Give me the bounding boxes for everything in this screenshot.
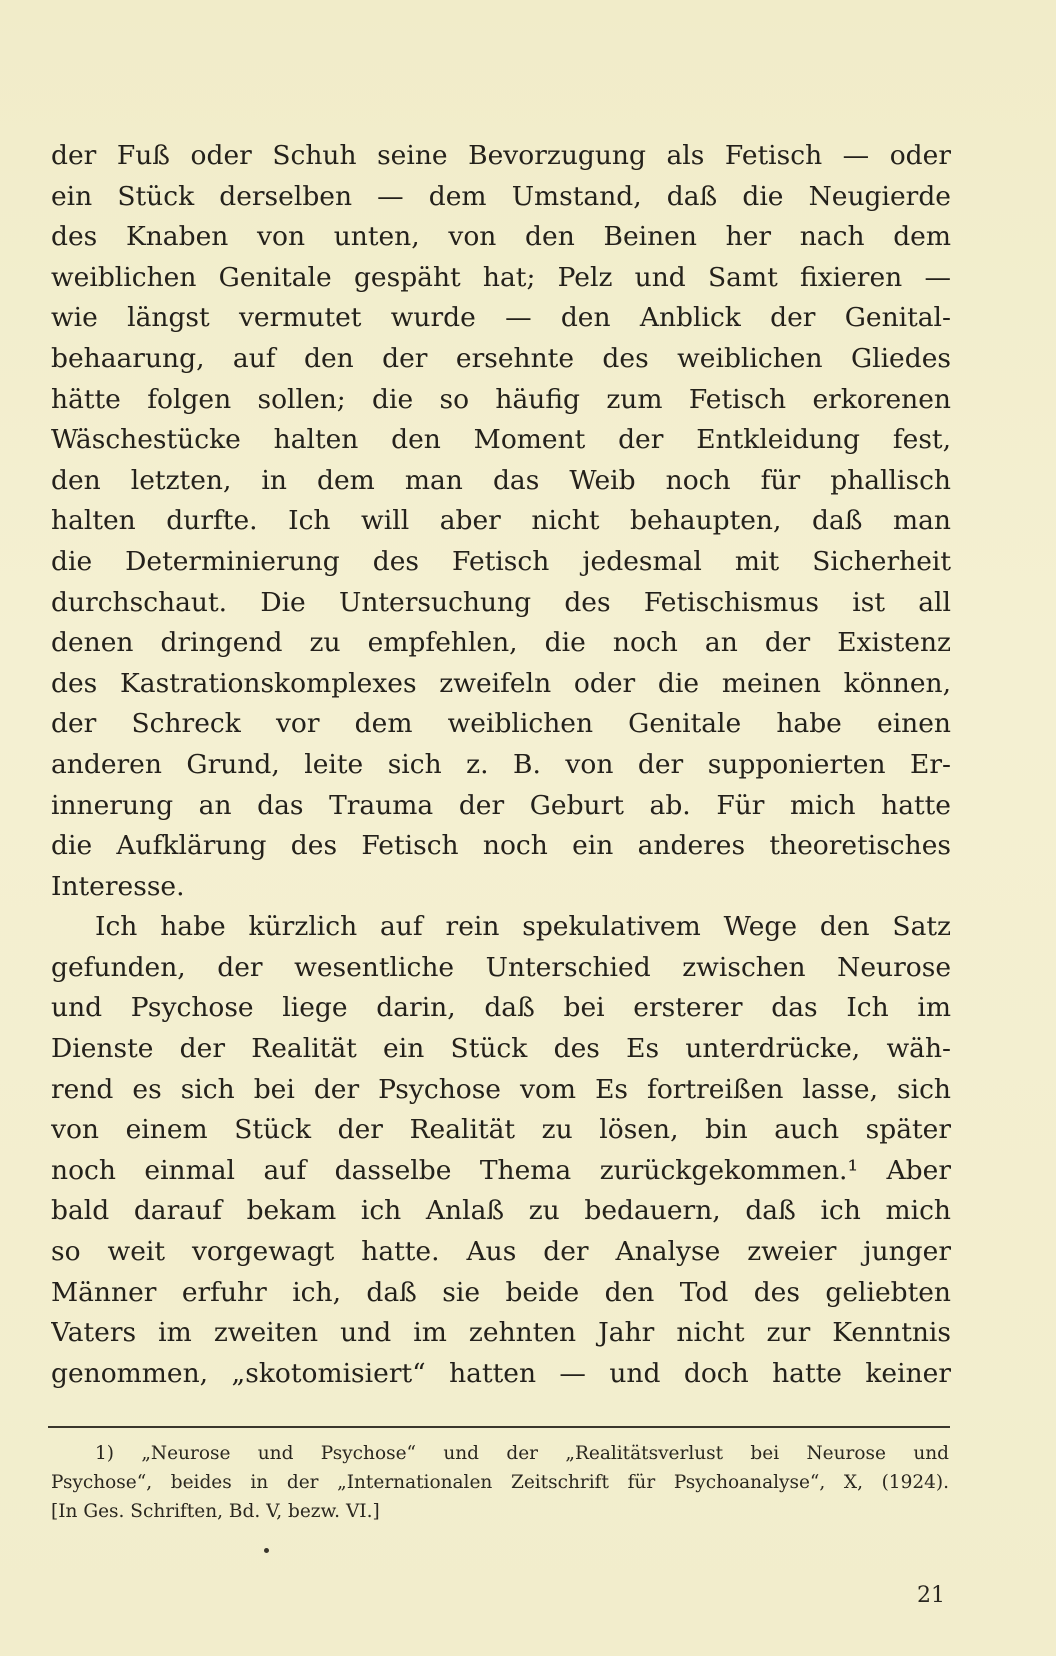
body-line: durchschaut. Die Untersuchung des Fetischismus ist all — [51, 586, 951, 618]
body-line: genommen, „skotomisiert“ hatten — und doch hatte keiner — [51, 1357, 951, 1389]
body-line: innerung an das Trauma der Geburt ab. Für mich hatte — [51, 789, 951, 821]
body-line: denen dringend zu empfehlen, die noch an der Existenz — [51, 627, 951, 659]
body-line: die Determinierung des Fetisch jedesmal mit Sicherheit — [51, 545, 951, 577]
body-line: und Psychose liege darin, daß bei ersterer das Ich im — [51, 992, 951, 1024]
body-line: noch einmal auf dasselbe Thema zurückgekommen.¹ Aber — [51, 1154, 951, 1186]
body-line: der Fuß oder Schuh seine Bevorzugung als Fetisch — oder — [51, 140, 951, 171]
body-text — [51, 136, 951, 1394]
body-line: behaarung, auf den der ersehnte des weiblichen Gliedes — [51, 342, 951, 374]
body-line: Ich habe kürzlich auf rein spekulativem Wege den Satz — [95, 911, 951, 943]
body-line: des Kastrationskomplexes zweifeln oder die meinen können, — [51, 667, 951, 699]
body-line: die Aufklärung des Fetisch noch ein anderes theoretisches — [51, 830, 951, 862]
body-line: wie längst vermutet wurde — den Anblick der Genital- — [51, 302, 951, 334]
body-line: rend es sich bei der Psychose vom Es fortreißen lasse, sich — [51, 1073, 951, 1105]
body-line: anderen Grund, leite sich z. B. von der supponierten Er- — [51, 748, 951, 780]
body-line: der Schreck vor dem weiblichen Genitale habe einen — [51, 708, 951, 740]
footnote-line: 1) „Neurose und Psychose“ und der „Realitätsverlust bei Neurose und — [95, 1443, 949, 1464]
print-speck — [264, 1548, 269, 1553]
body-line: des Knaben von unten, von den Beinen her nach dem — [51, 221, 951, 253]
body-line: gefunden, der wesentliche Unterschied zwischen Neurose — [51, 951, 951, 983]
footnote — [51, 1439, 949, 1526]
body-line: Interesse. — [51, 870, 185, 902]
body-line: von einem Stück der Realität zu lösen, bin auch später — [51, 1114, 951, 1146]
body-line: Vaters im zweiten und im zehnten Jahr nicht zur Kenntnis — [51, 1317, 951, 1349]
body-line: so weit vorgewagt hatte. Aus der Analyse zweier junger — [51, 1236, 951, 1268]
footnote-line: Psychose“, beides in der „Internationalen Zeitschrift für Psychoanalyse“, X, (1924). — [51, 1472, 949, 1493]
body-line: Männer erfuhr ich, daß sie beide den Tod des geliebten — [51, 1276, 951, 1308]
page-number: 21 — [917, 1583, 945, 1608]
body-line: den letzten, in dem man das Weib noch für phallisch — [51, 464, 951, 496]
body-line: Dienste der Realität ein Stück des Es unterdrücke, wäh- — [51, 1033, 951, 1065]
body-line: ein Stück derselben — dem Umstand, daß die Neugierde — [51, 180, 951, 212]
body-line: weiblichen Genitale gespäht hat; Pelz und Samt fixieren — — [51, 261, 951, 293]
body-line: halten durfte. Ich will aber nicht behaupten, daß man — [51, 505, 951, 537]
body-line: Wäschestücke halten den Moment der Entkleidung fest, — [51, 424, 951, 456]
body-line: hätte folgen sollen; die so häufig zum Fetisch erkorenen — [51, 383, 951, 415]
body-line: bald darauf bekam ich Anlaß zu bedauern, daß ich mich — [51, 1195, 951, 1227]
footnote-line: [In Ges. Schriften, Bd. V, bezw. VI.] — [51, 1501, 380, 1522]
footnote-divider — [48, 1426, 950, 1428]
